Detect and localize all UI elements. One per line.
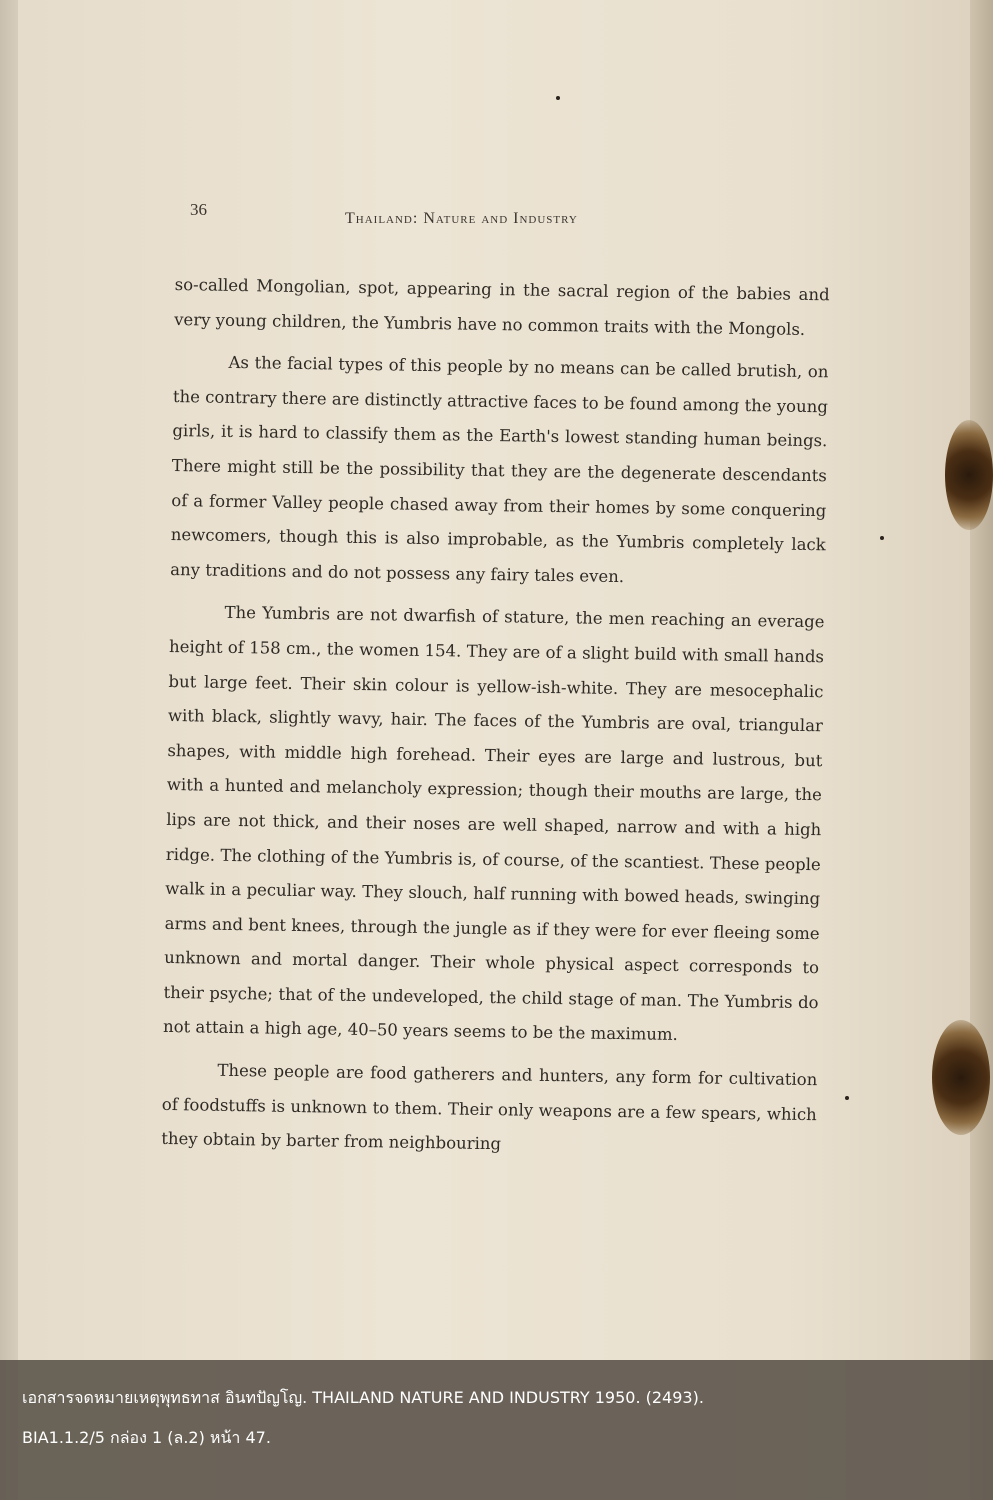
archive-caption-bar	[0, 1360, 993, 1500]
page-edge	[970, 0, 993, 1500]
paragraph: so-called Mongolian, spot, appearing in the sacral region of the babies and very young children, the Yumbris have no common traits with the Mongols.	[174, 274, 830, 339]
paragraph: As the facial types of this people by no means can be called brutish, on the contrary there are distinctly attractive faces to be found among the young girls, it is hard to classify them as the Earth's lowest standing human beings. There might still be the possibility that they are the degenerate descendants of a former Valley people chased away from their homes by some conquering newcomers, though this is also improbable, as the Yumbris completely lack any traditions and do not possess any fairy tales even.	[170, 353, 829, 586]
burn-mark-upper	[945, 420, 993, 530]
caption-line-2: BIA1.1.2/5 กล่อง 1 (ล.2) หน้า 47.	[22, 1428, 271, 1447]
body-text	[161, 268, 830, 1175]
speck	[845, 1096, 849, 1100]
page-header	[190, 200, 830, 230]
page-number: 36	[190, 200, 207, 219]
paragraph: These people are food gatherers and hunters, any form for cultivation of foodstuffs is unknown to them. Their only weapons are a few spears, which they obtain by barter from neighbouring	[161, 1060, 818, 1154]
speck	[556, 96, 560, 100]
speck	[880, 536, 884, 540]
caption-line-1: เอกสารจดหมายเหตุพุทธทาส อินทปัญโญ. THAILAND NATURE AND INDUSTRY 1950. (2493).	[22, 1388, 704, 1407]
paragraph: The Yumbris are not dwarfish of stature, the men reaching an everage height of 158 cm., the women 154. They are of a slight build with small hands but large feet. Their skin colour is yellow-ish-white. They are mesocephalic with black, slightly wavy, hair. The faces of the Yumbris are oval, triangular shapes, with middle high forehead. Their eyes are large and lustrous, but with a hunted and melancholy expression; though their mouths are large, the lips are not thick, and their noses are well shaped, narrow and with a high ridge. The clothing of the Yumbris is, of course, of the scantiest. These people walk in a peculiar way. They slouch, half running with bowed heads, swinging arms and bent knees, through the jungle as if they were for ever fleeing some unknown and mortal danger. Their whole physical aspect corresponds to their psyche; that of the undeveloped, the child stage of man. The Yumbris do not attain a high age, 40–50 years seems to be the maximum.	[162, 603, 825, 1045]
burn-mark-lower	[932, 1020, 990, 1135]
running-head: Thailand: Nature and Industry	[345, 210, 578, 227]
